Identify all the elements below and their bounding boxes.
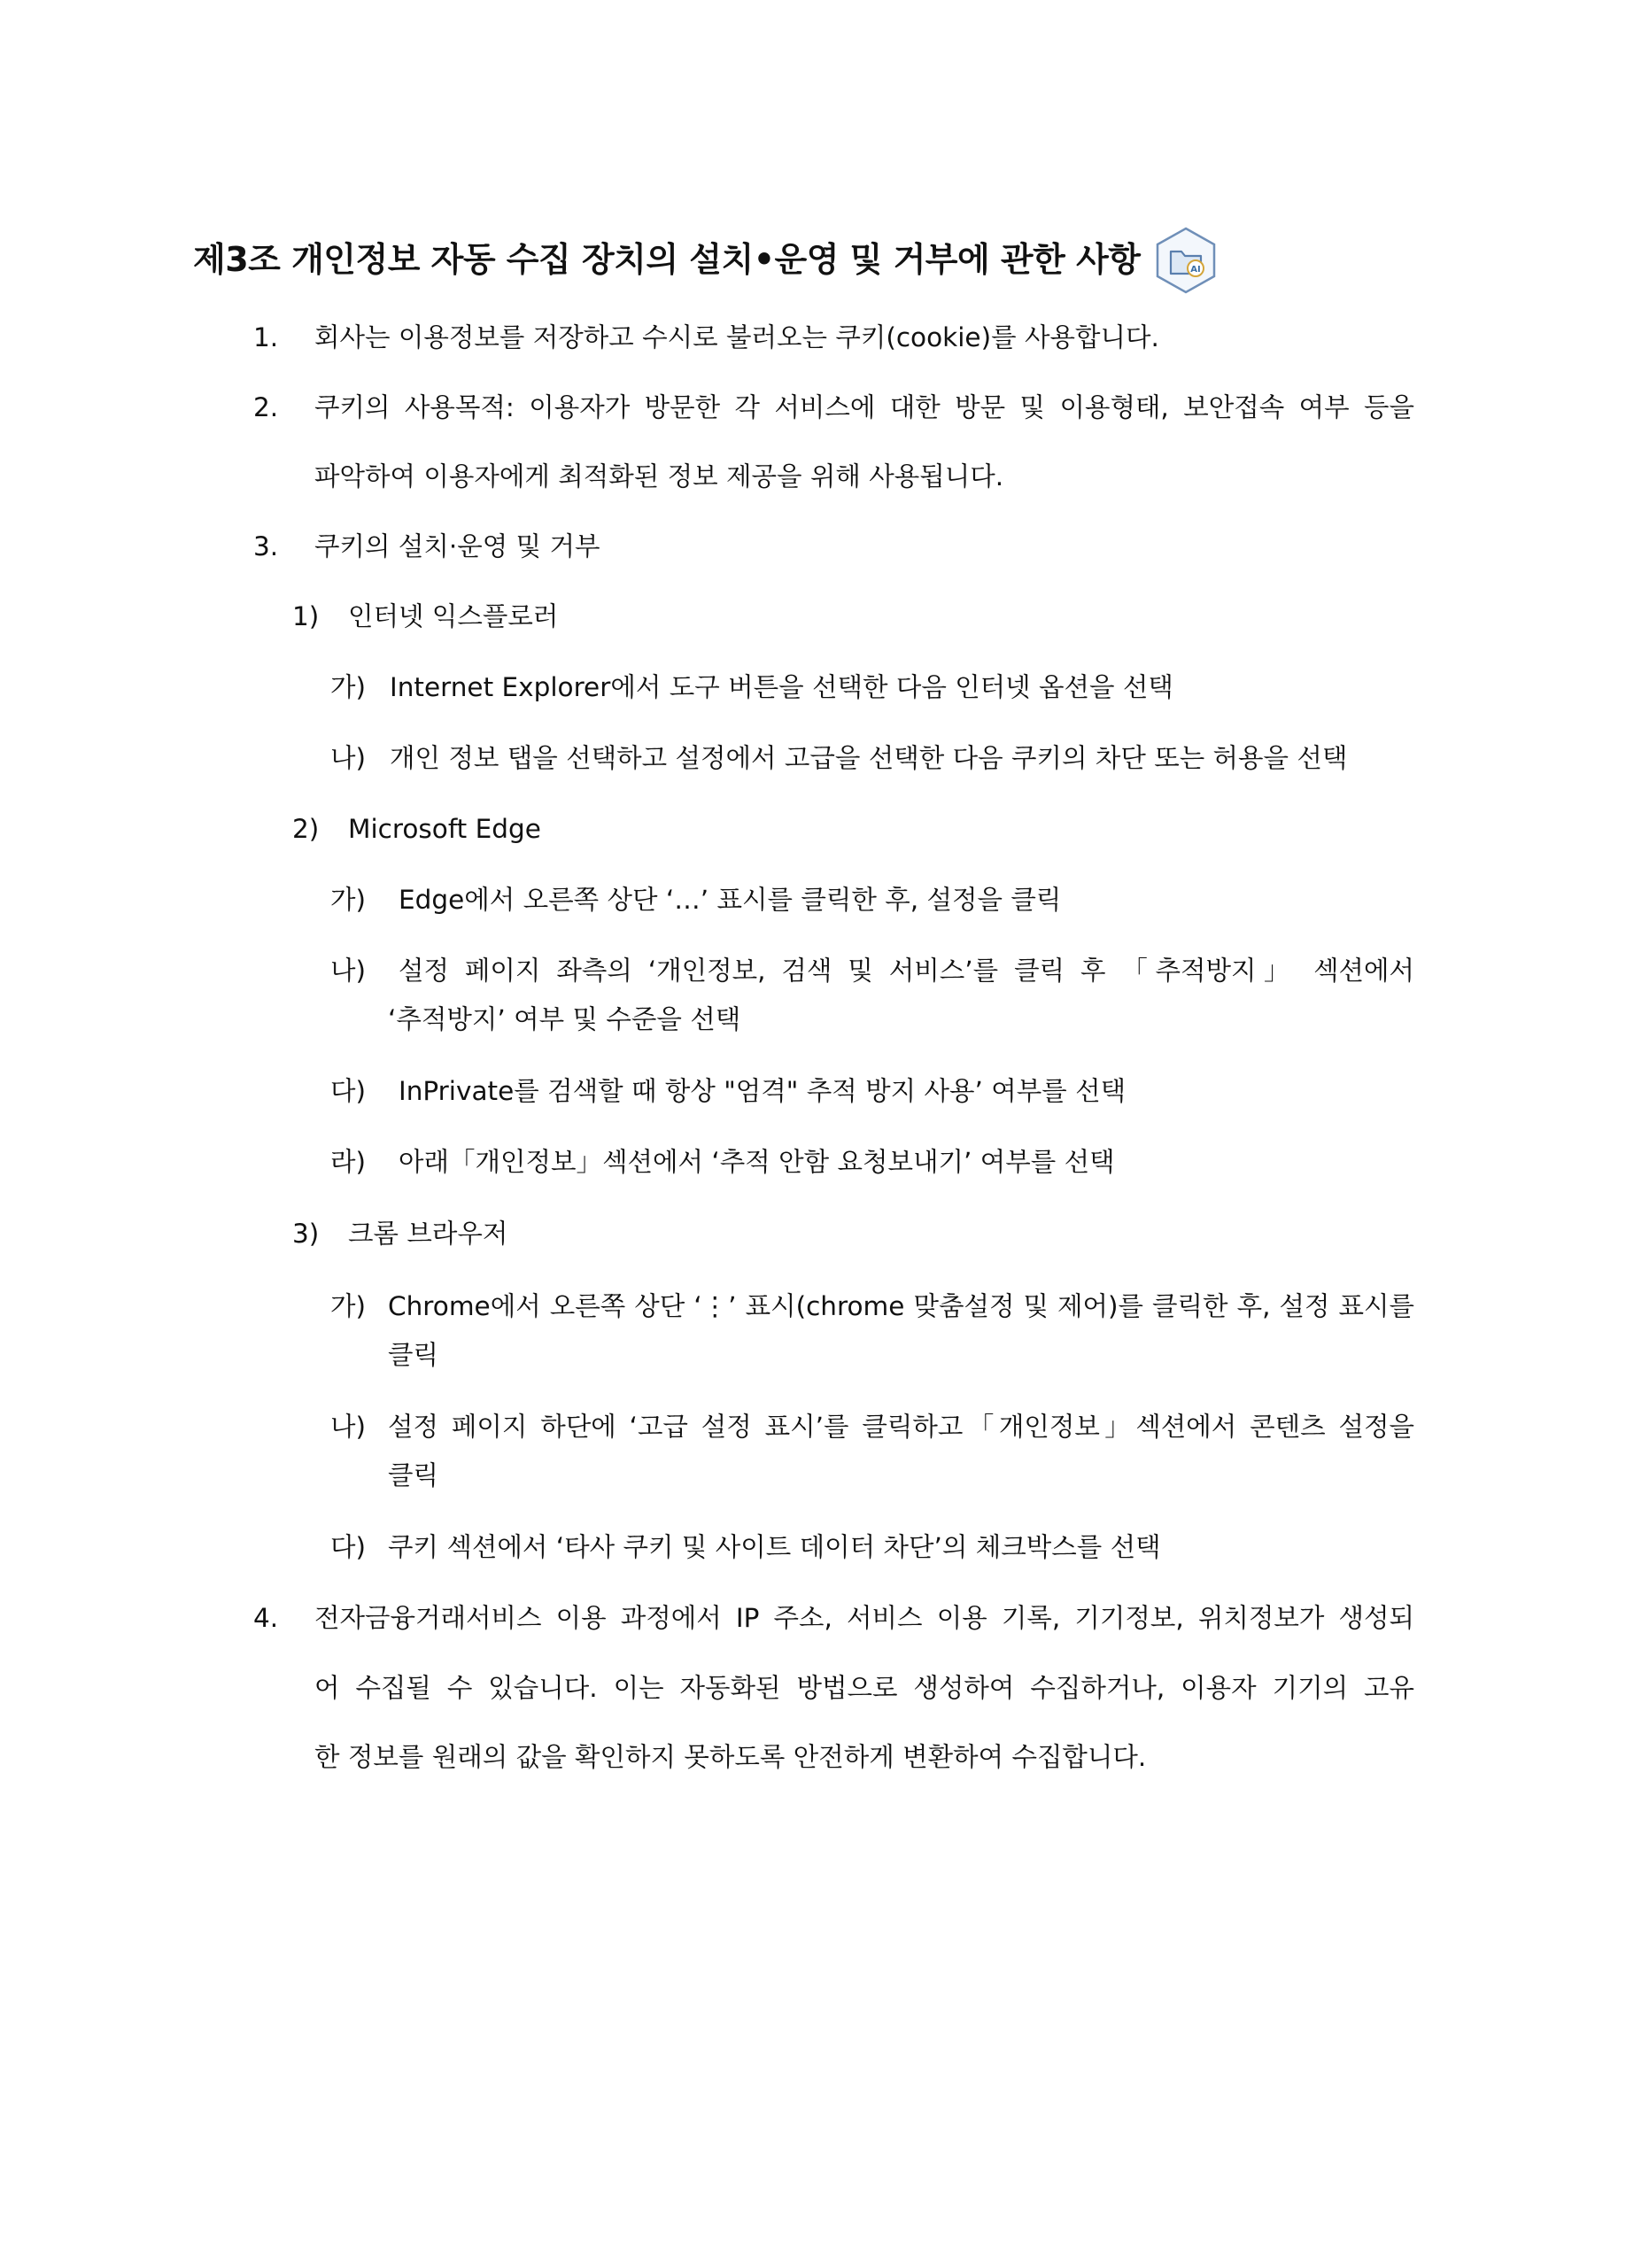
subsubitem-text-line: 설정 페이지 하단에 ‘고급 설정 표시’를 클릭하고「개인정보」섹션에서 콘텐츠 설정을	[388, 1412, 1414, 1442]
item-text-line: 어 수집될 수 있습니다. 이는 자동화된 방법으로 생성하여 수집하거나, 이용자 기기의 고유	[314, 1673, 1414, 1703]
subsubitem-text: 개인 정보 탭을 선택하고 설정에서 고급을 선택한 다음 쿠키의 차단 또는 허용을 선택	[390, 743, 1348, 773]
subsubitem-text-line: 클릭	[388, 1340, 438, 1370]
subitem-text: 인터넷 익스플로러	[348, 601, 559, 631]
subsubitem-text-line: Chrome에서 오른쪽 상단 ‘⋮’ 표시(chrome 맞춤설정 및 제어)를 클릭한 후, 설정 표시를	[388, 1291, 1414, 1321]
subsubitem-number: 가)	[330, 1291, 367, 1321]
item-text-line: 전자금융거래서비스 이용 과정에서 IP 주소, 서비스 이용 기록, 기기정보, 위치정보가 생성되	[314, 1603, 1414, 1633]
subitem-text: 크롬 브라우저	[348, 1219, 508, 1249]
item-number: 1.	[253, 322, 279, 352]
item-text-line: 파악하여 이용자에게 최적화된 정보 제공을 위해 사용됩니다.	[314, 461, 1004, 492]
subsubitem-number: 가)	[330, 885, 367, 915]
subitem-number: 2)	[292, 814, 320, 844]
ai-folder-badge-icon	[1155, 227, 1217, 294]
item-number: 4.	[253, 1603, 279, 1633]
subsubitem-text: InPrivate를 검색할 때 항상 "엄격" 추적 방지 사용’ 여부를 선택	[399, 1076, 1127, 1106]
subitem-number: 1)	[292, 601, 320, 631]
subsubitem-number: 나)	[330, 743, 367, 773]
subsubitem-text-line: 클릭	[388, 1460, 438, 1490]
item-text-line: 쿠키의 사용목적: 이용자가 방문한 각 서비스에 대한 방문 및 이용형태, 보안접속 여부 등을	[314, 392, 1414, 422]
item-text: 쿠키의 설치·운영 및 거부	[314, 531, 600, 561]
item-text-line: 한 정보를 원래의 값을 확인하지 못하도록 안전하게 변환하여 수집합니다.	[314, 1742, 1147, 1772]
subsubitem-number: 라)	[330, 1147, 367, 1177]
subsubitem-text: Edge에서 오른쪽 상단 ‘…’ 표시를 클릭한 후, 설정을 클릭	[399, 885, 1062, 915]
subsubitem-number: 다)	[330, 1076, 367, 1106]
subsubitem-number: 가)	[330, 672, 367, 702]
subsubitem-text-line: 설정 페이지 좌측의 ‘개인정보, 검색 및 서비스’를 클릭 후 「추적방지」 섹션에서	[399, 956, 1414, 986]
item-text: 회사는 이용정보를 저장하고 수시로 불러오는 쿠키(cookie)를 사용합니다.	[314, 322, 1159, 352]
subsubitem-text-line: ‘추적방지’ 여부 및 수준을 선택	[388, 1004, 741, 1034]
subitem-text: Microsoft Edge	[348, 814, 541, 844]
subitem-number: 3)	[292, 1219, 320, 1249]
item-number: 2.	[253, 392, 279, 422]
svg-text:AI: AI	[1190, 265, 1201, 275]
subsubitem-text: Internet Explorer에서 도구 버튼을 선택한 다음 인터넷 옵션을 선택	[390, 672, 1173, 702]
subsubitem-number: 다)	[330, 1532, 367, 1562]
subsubitem-text: 아래「개인정보」섹션에서 ‘추적 안함 요청보내기’ 여부를 선택	[399, 1147, 1115, 1177]
subsubitem-number: 나)	[330, 956, 367, 986]
item-number: 3.	[253, 531, 279, 561]
section-title: 제3조 개인정보 자동 수집 장치의 설치•운영 및 거부에 관한 사항	[193, 240, 1141, 279]
subsubitem-text: 쿠키 섹션에서 ‘타사 쿠키 및 사이트 데이터 차단’의 체크박스를 선택	[388, 1532, 1161, 1562]
subsubitem-number: 나)	[330, 1412, 367, 1442]
